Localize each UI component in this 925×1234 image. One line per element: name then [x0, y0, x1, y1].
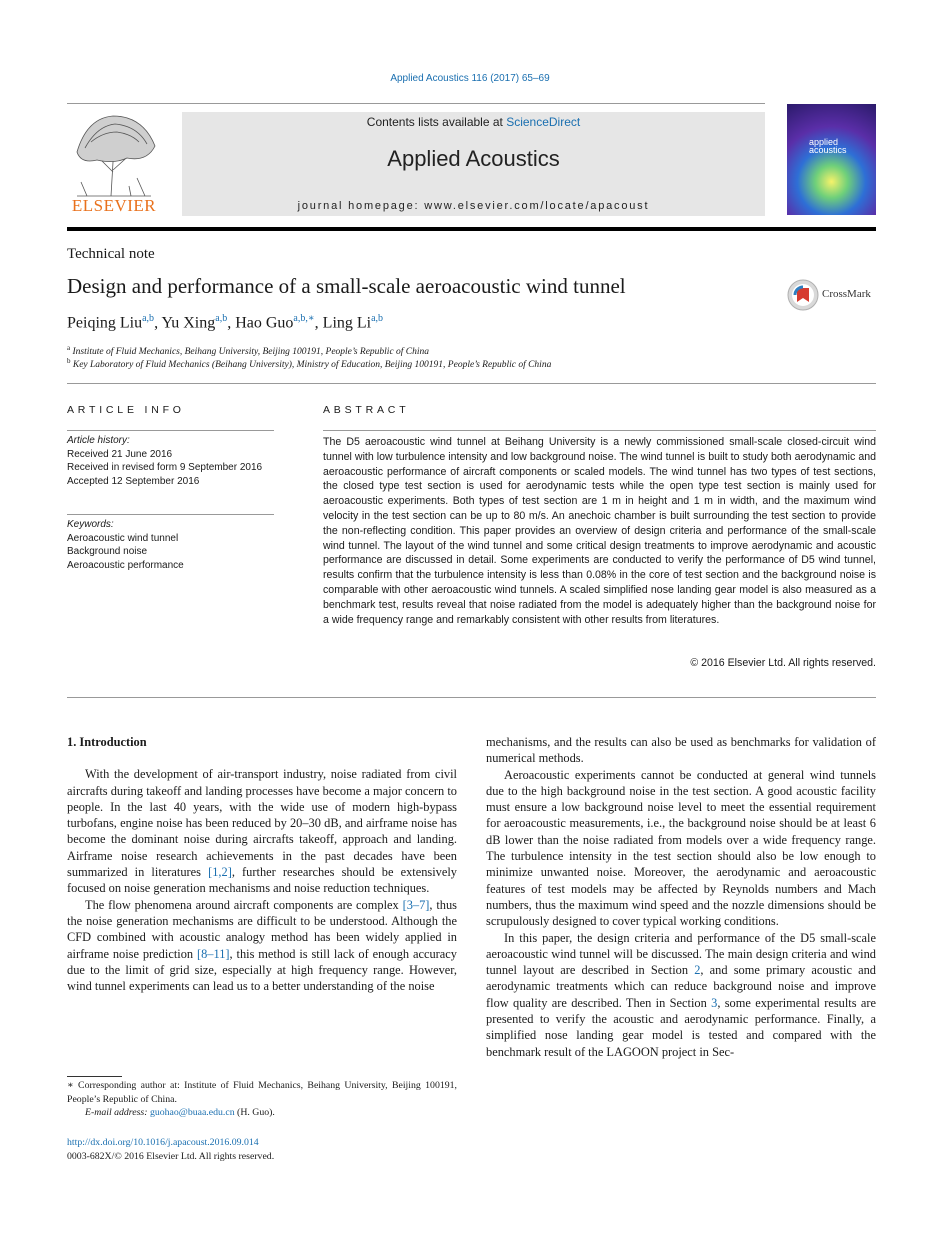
paragraph-text: , this method is still lack of enough accuracy due to the limit of grid size, especially at high frequency range. However, wind tunnel experiments can lead us to a better understanding of the noise: [67, 946, 457, 994]
keywords-label: Keywords:: [67, 519, 114, 530]
paragraph-text: , some experimental results are presented to verify the acoustic and aerodynamic performance. Finally, a simplified nose landing gear model is tested and compared with the benchmark result of the LAGOON project in Sec-: [486, 995, 876, 1059]
author-affiliation-mark[interactable]: a,b: [215, 313, 228, 324]
email-line: [67, 1106, 457, 1120]
cover-title: [809, 138, 847, 154]
contents-line: [182, 115, 765, 129]
doi-block: [67, 1136, 274, 1163]
article-info-rule: [67, 430, 274, 431]
email-link[interactable]: guohao@buaa.edu.cn: [149, 1107, 235, 1118]
footnote: [67, 1079, 457, 1120]
paragraph-text: In this paper, the design criteria and performance of the D5 small-scale aeroacoustic wind tunnel will be discussed. The main design criteria and wind tunnel layout are described in Section: [486, 930, 876, 978]
section-link[interactable]: 2: [694, 963, 701, 978]
journal-banner: [182, 112, 765, 216]
abstract-copyright: © 2016 Elsevier Ltd. All rights reserved.: [690, 657, 876, 669]
abstract-rule: [323, 430, 876, 431]
abstract-bottom-rule: [67, 697, 876, 698]
keyword: Aeroacoustic wind tunnel: [67, 532, 179, 544]
article-history: [67, 434, 262, 488]
author-name[interactable]: Yu Xing: [161, 314, 216, 332]
affiliation: [67, 357, 551, 370]
homepage-url[interactable]: www.elsevier.com/locate/apacoust: [424, 200, 650, 212]
affiliation-mark: b: [67, 357, 71, 365]
received-date: Received 21 June 2016: [67, 448, 173, 460]
elsevier-wordmark: ELSEVIER: [71, 196, 157, 215]
paragraph-text: The flow phenomena around aircraft components are complex: [85, 897, 403, 912]
paragraph: [67, 897, 457, 995]
paragraph-text: , thus the noise generation mechanisms are difficult to be understood. Although the CFD combined with acoustic analogy method has been widely applied in airframe noise prediction: [67, 897, 457, 961]
affiliation-rule: [67, 383, 876, 384]
revised-date: Received in revised form 9 September 2016: [67, 462, 263, 473]
journal-cover[interactable]: [787, 104, 876, 215]
sciencedirect-link[interactable]: ScienceDirect: [506, 115, 581, 129]
paragraph: Aeroacoustic experiments cannot be conducted at general wind tunnels due to the high background noise in the test section. A good acoustic facility must ensure a low background noise level to meet the essential requirement for aeroacoustic measurements, i.e., the background noise should be at least 6 dB lower than the noise radiated from models over a wide frequency range. The turbulence intensity in the test section should also be low enough to minimize unwanted noise. Moreover, the aerodynamic and aeroacoustic features of test models may be affected by Reynolds numbers and Mach numbers, thus the maximum wind speed and the nozzle dimensions should be scrupulously designed to cover typical working conditions.: [486, 767, 876, 929]
elsevier-tree-icon: [67, 112, 161, 198]
email-owner: (H. Guo).: [234, 1107, 275, 1118]
accepted-date: Accepted 12 September 2016: [67, 475, 200, 487]
keywords: [67, 518, 184, 572]
paragraph: [486, 930, 876, 1060]
article-type: Technical note: [67, 246, 155, 262]
contents-prefix: Contents lists available at: [366, 115, 507, 129]
left-column: [67, 734, 457, 994]
article-title: Design and performance of a small-scale aeroacoustic wind tunnel: [67, 274, 626, 298]
paragraph-text: , further researches should be extensively focused on noise generation mechanisms and noise reduction techniques.: [67, 865, 457, 896]
section-link[interactable]: 3: [711, 995, 718, 1010]
author-affiliation-mark[interactable]: a,b: [371, 313, 384, 324]
corresponding-author-note: [67, 1079, 457, 1106]
right-column: [486, 734, 876, 1060]
crossmark-badge[interactable]: [787, 279, 877, 311]
keyword: Aeroacoustic performance: [67, 559, 184, 571]
paragraph: [67, 766, 457, 896]
author-separator: ,: [314, 314, 323, 332]
citation-link[interactable]: [1,2]: [208, 865, 232, 880]
affiliation-text: Institute of Fluid Mechanics, Beihang University, Beijing 100191, People’s Republic of China: [72, 347, 430, 358]
keywords-rule: [67, 514, 274, 515]
cover-title-1: applied: [809, 137, 839, 147]
article-info-heading: ARTICLE INFO: [67, 404, 185, 416]
footnote-rule: [67, 1076, 122, 1077]
author-separator: ,: [154, 314, 162, 332]
author-name[interactable]: Hao Guo: [235, 314, 294, 332]
citation-link[interactable]: [8–11]: [196, 946, 230, 961]
author-affiliation-mark[interactable]: a,b,∗: [293, 313, 315, 324]
paragraph-text: With the development of air-transport industry, noise radiated from civil aircrafts during takeoff and landing processes have become a major concern to people. In the last 40 years, with the wide use of modern high-bypass turbofans, engine noise has been reduced by 20–30 dB, and airframe noise has become the dominant noise during aircrafts takeoff, approach and landing. Airframe noise research achievements in the past decades have been summarized in literatures: [67, 767, 457, 880]
homepage-prefix: journal homepage:: [297, 200, 425, 212]
crossmark-label: CrossMark: [822, 288, 871, 300]
author-name[interactable]: Ling Li: [322, 314, 372, 332]
email-label: E-mail address:: [85, 1107, 150, 1118]
author-name[interactable]: Peiqing Liu: [67, 314, 143, 332]
footnote-star: ∗: [67, 1080, 74, 1091]
intro-heading: 1. Introduction: [67, 735, 147, 749]
author-list: [67, 313, 383, 332]
affiliation-text: Key Laboratory of Fluid Mechanics (Beihang University), Ministry of Education, Beijing 100191, People’s Republic of China: [72, 360, 552, 371]
issn-line: 0003-682X/© 2016 Elsevier Ltd. All rights reserved.: [67, 1150, 275, 1162]
abstract-heading: ABSTRACT: [323, 404, 410, 416]
paragraph: mechanisms, and the results can also be used as benchmarks for validation of numerical methods.: [486, 735, 876, 766]
abstract-text: The D5 aeroacoustic wind tunnel at Beihang University is a newly commissioned small-scale closed-circuit wind tunnel with low turbulence intensity and low background noise. The wind tunnel is built to study both aerodynamic and aeroacoustic performance of aircraft components or scaled models. The wind tunnel has two types of test sections, the closed type test section is used for aerodynamic tests while the open type test section is mainly used for aeroacoustic experiments. Both types of test section are 1 m in height and 1 m in width, and the maximum wind velocity in the test section can be up to 80 m/s. An anechoic chamber is built surrounding the test section to provide the non-reflecting condition. This paper provides an overview of design criteria and performance of the small-scale wind tunnel. The layout of the wind tunnel and some critical design treatments to improve aerodynamic and acoustic performance are discussed in detail. Some experiments are conducted to verify the performance of D5 wind tunnel, results confirm that the turbulence intensity is less than 0.08% in the core of test section and the background noise is comparable with other aeroacoustic wind tunnels. A scaled simplified nose landing gear model is also measured as a benchmark test, results reveal that noise radiated from the model is adequately higher than the background noise for a wide frequency range and remarkably consistent with other results from literatures.: [323, 436, 876, 626]
journal-homepage: [182, 200, 765, 212]
journal-name: Applied Acoustics: [387, 146, 560, 171]
corresponding-text: Corresponding author at: Institute of Fluid Mechanics, Beihang University, Beijing 100191, People’s Republic of China.: [67, 1080, 457, 1105]
elsevier-logo: [67, 112, 161, 216]
author-separator: ,: [227, 314, 236, 332]
keyword: Background noise: [67, 546, 148, 557]
paragraph-text: , and some primary acoustic and aerodynamic treatments which can reduce background noise and improve flow quality are described. Then in Section: [486, 963, 876, 1010]
affiliation: [67, 344, 429, 357]
cover-title-2: acoustics: [809, 145, 847, 155]
doi-link[interactable]: http://dx.doi.org/10.1016/j.apacoust.2016.09.014: [67, 1137, 259, 1148]
journal-reference[interactable]: Applied Acoustics 116 (2017) 65–69: [390, 73, 550, 84]
header-thick-rule: [67, 227, 876, 231]
citation-link[interactable]: [3–7]: [402, 897, 430, 912]
author-affiliation-mark[interactable]: a,b: [142, 313, 155, 324]
history-label: Article history:: [67, 435, 130, 446]
crossmark-icon: [787, 279, 819, 311]
affiliation-mark: a: [67, 344, 71, 352]
header-rule: [67, 103, 765, 104]
